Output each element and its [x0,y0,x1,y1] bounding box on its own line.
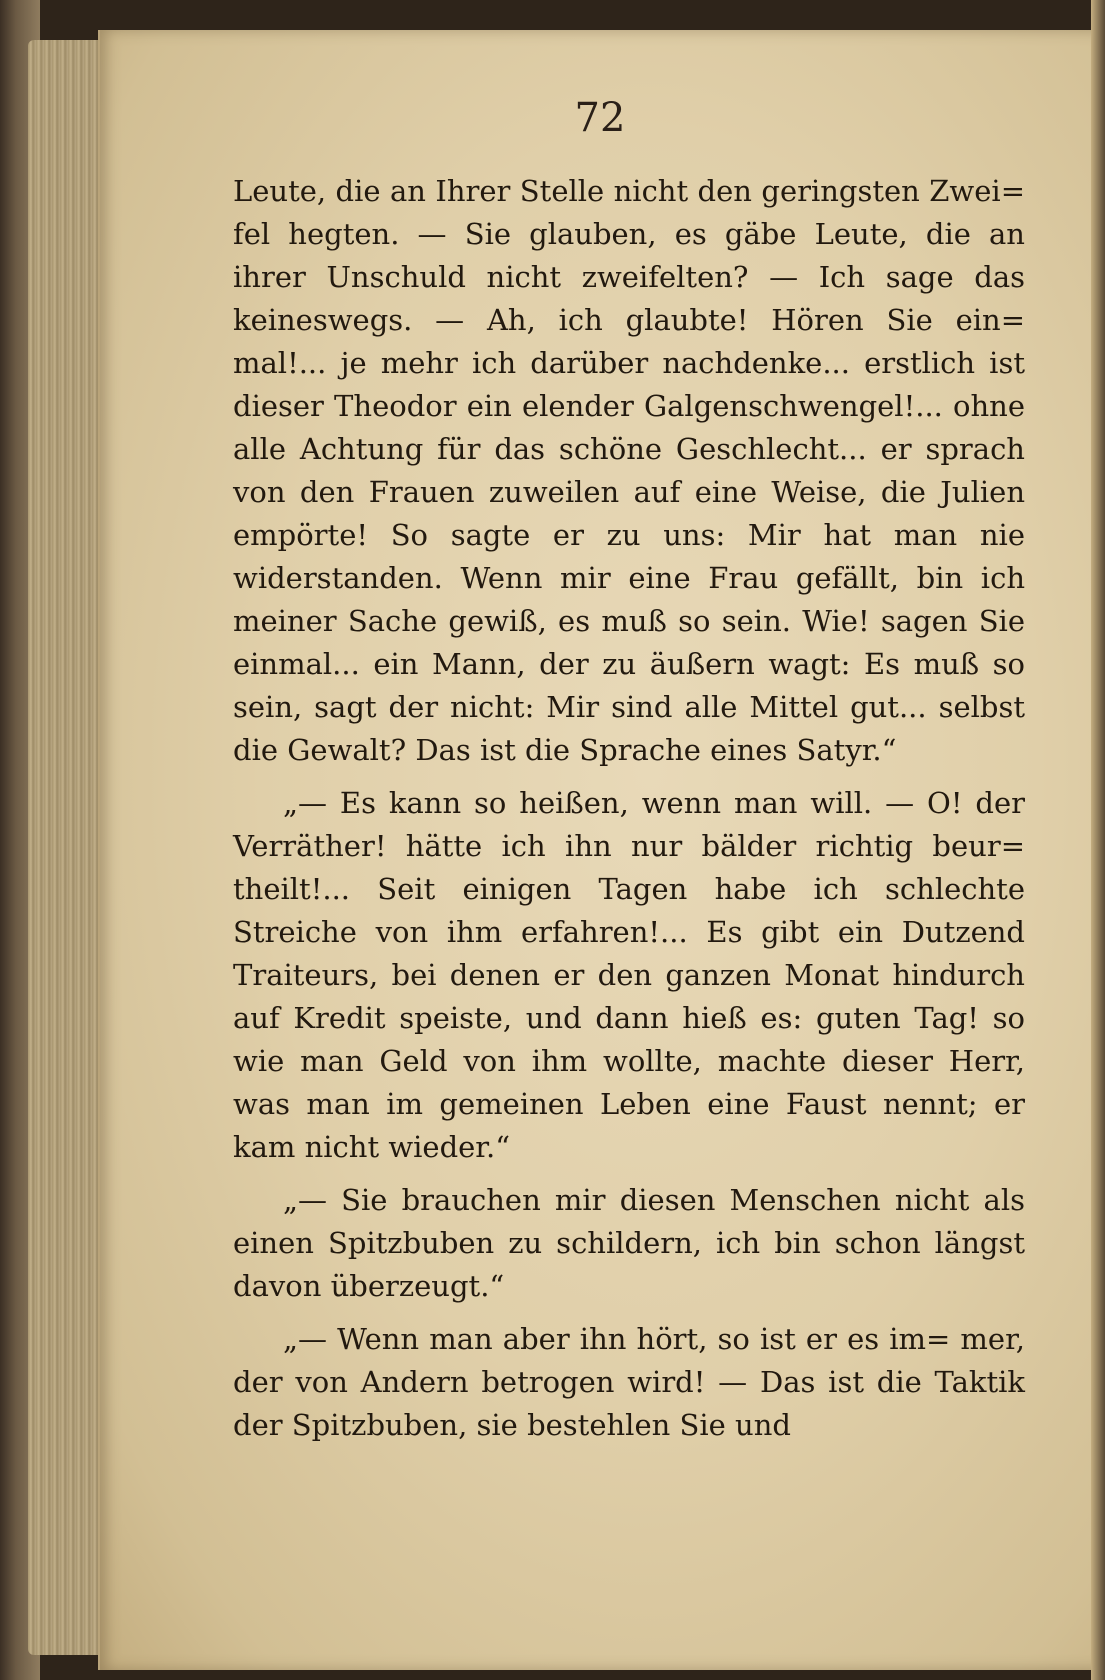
paragraph-2: „— Es kann so heißen, wenn man will. — O! der Verräther! hätte ich ihn nur bälder richtig beur= theilt!... Seit einigen Tagen habe ich schlechte Streiche von ihm erfahren!... Es gibt ein Dutzend Traiteurs, bei denen er den ganzen Monat hindurch auf Kredit speiste, und dann hieß es: guten Tag! so wie man Geld von ihm wollte, machte dieser Herr, was man im gemeinen Leben eine Faust nennt; er kam nicht wieder.“ [233,786,1025,1164]
page-number: 72 [574,95,626,141]
paragraph-1: Leute, die an Ihrer Stelle nicht den geringsten Zwei= fel hegten. — Sie glauben, es gäbe Leute, die an ihrer Unschuld nicht zweifelten? — Ich sage das keineswegs. — Ah, ich glaubte! Hören Sie ein= mal!... je mehr ich darüber nachdenke... erstlich ist dieser Theodor ein elender Galgenschwengel!... ohne alle Achtung für das schöne Geschlecht... er sprach von den Frauen zuweilen auf eine Weise, die Julien empörte! So sagte er zu uns: Mir hat man nie widerstanden. Wenn mir eine Frau gefällt, bin ich meiner Sache gewiß, es muß so sein. Wie! sagen Sie einmal... ein Mann, der zu äußern wagt: Es muß so sein, sagt der nicht: Mir sind alle Mittel gut... selbst die Gewalt? Das ist die Sprache eines Satyr.“ [233,174,1025,767]
paragraph-3: „— Sie brauchen mir diesen Menschen nicht als einen Spitzbuben zu schildern, ich bin schon längst davon überzeugt.“ [233,1183,1025,1303]
body-text [233,170,1025,1457]
right-page-edge [1091,0,1105,1680]
paragraph-4: „— Wenn man aber ihn hört, so ist er es im= mer, der von Andern betrogen wird! — Das ist die Taktik der Spitzbuben, sie bestehlen Sie und [233,1322,1025,1442]
page-sheet [98,30,1100,1670]
